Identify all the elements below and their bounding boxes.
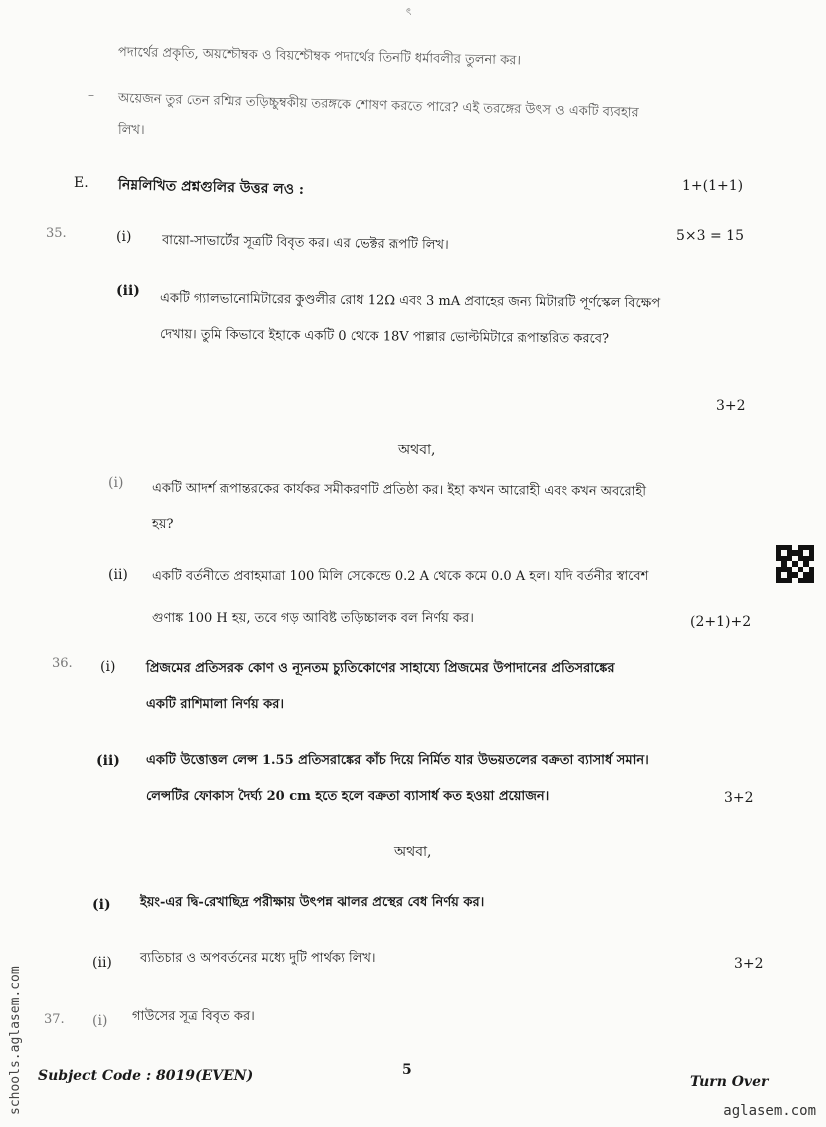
- question-text: ইয়ং-এর দ্বি-রেখাছিদ্ৰ পরীক্ষায় উৎপন্ন ঝালর প্ৰস্থের বেধ নির্ণয় কর।: [140, 895, 485, 910]
- question-text: একটি গ্যালভানোমিটারের কুণ্ডলীর রোধ 12Ω এবং 3 mA প্ৰবাহের জন্য মিটারটি পূর্ণস্কেল বিক্ষেপ: [159, 291, 661, 312]
- sub-label: (i): [108, 475, 124, 491]
- question-number: 36.: [52, 656, 73, 671]
- question-text: একটি রাশিমালা নির্ণয় কর।: [146, 697, 285, 712]
- sub-label: (ii): [116, 283, 140, 299]
- sub-label: (ii): [108, 567, 128, 583]
- sub-label: (i): [100, 659, 116, 675]
- question-text: একটি উত্তোত্তল লেন্স 1.55 প্ৰতিসরাঙ্কের কাঁচ দিয়ে নির্মিত যার উভয়তলের বক্ৰতা ব্যাসার্ধ সমান।: [146, 753, 649, 768]
- subject-code: Subject Code : 8019(EVEN): [38, 1068, 254, 1084]
- marks: 3+2: [734, 956, 764, 972]
- section-title: নিম্নলিখিত প্ৰশ্নগুলির উত্তর লও :: [117, 177, 305, 198]
- sub-label: (ii): [92, 955, 112, 971]
- question-text: গাউসের সূত্র বিবৃত কর।: [132, 1009, 255, 1024]
- turn-over: Turn Over: [690, 1074, 769, 1090]
- question-text: লেন্সটির ফোকাস দৈর্ঘ্য 20 cm হতে হলে বক্ৰতা ব্যাসার্ধ কত হওয়া প্ৰয়োজন।: [146, 789, 550, 804]
- bottom-watermark: aglasem.com: [723, 1103, 816, 1119]
- dash-mark: –: [88, 88, 94, 102]
- or-divider: অথবা,: [394, 844, 432, 860]
- question-text: বায়ো-সাভার্টের সূত্রটি বিবৃত কর। এর ভেক্টর রূপটি লিখ।: [161, 233, 449, 254]
- section-letter: E.: [74, 175, 89, 191]
- question-number: 35.: [46, 226, 67, 241]
- text-line: অয়েজন তুর তেন রশ্মির তড়িচ্চুম্বকীয় তরঙ্গকে শোষণ করতে পারে? এই তরঙ্গের উৎস ও একটি ব্যবহার: [117, 91, 639, 121]
- qr-code-icon: [776, 545, 814, 583]
- page-number: 5: [402, 1062, 412, 1078]
- question-text: গুণাঙ্ক 100 H হয়, তবে গড় আবিষ্ট তড়িচ্চালক বল নির্ণয় কর।: [152, 611, 474, 626]
- text-line: পদার্থের প্ৰকৃতি, অয়শ্চৌম্বক ও বিয়শ্চৌম্বক পদার্থের তিনটি ধর্মাবলীর তুলনা কর।: [117, 45, 522, 69]
- sub-label: (i): [116, 229, 132, 245]
- marks: 3+2: [724, 790, 754, 806]
- sub-label: (i): [92, 897, 111, 913]
- question-text: দেখায়। তুমি কিভাবে ইহাকে একটি 0 থেকে 18V পাল্লার ভোল্টমিটারে রূপান্তরিত করবে?: [159, 327, 610, 347]
- marks: 5×3 = 15: [676, 228, 744, 244]
- question-text: একটি আদর্শ রূপান্তরকের কার্যকর সমীকরণটি প্ৰতিষ্ঠা কর। ইহা কখন আরোহী এবং কখন অবরোহী: [151, 481, 647, 500]
- question-text: প্ৰিজমের প্ৰতিসরক কোণ ও ন্যূনতম চ্যুতিকোণের সাহায্যে প্ৰিজমের উপাদানের প্ৰতিসরাঙ্কের: [146, 661, 615, 676]
- question-text: একটি বর্তনীতে প্ৰবাহমাত্ৰা 100 মিলি সেকেন্ডে 0.2 A থেকে কমে 0.0 A হল। যদি বর্তনীর স্বাবেশ: [152, 569, 649, 584]
- text-line: লিখ।: [118, 123, 145, 138]
- question-number: 37.: [44, 1012, 65, 1027]
- side-watermark: schools.aglasem.com: [8, 966, 23, 1115]
- sub-label: (i): [92, 1013, 108, 1029]
- question-text: হয়?: [152, 517, 174, 532]
- or-divider: অথবা,: [398, 442, 436, 458]
- marks: 3+2: [716, 398, 746, 414]
- marks: 1+(1+1): [682, 178, 744, 194]
- sub-label: (ii): [96, 753, 120, 769]
- top-mark: ৎ: [406, 7, 412, 18]
- marks: (2+1)+2: [690, 614, 752, 630]
- question-text: ব্যতিচার ও অপবর্তনের মধ্যে দুটি পার্থক্য লিখ।: [140, 951, 376, 966]
